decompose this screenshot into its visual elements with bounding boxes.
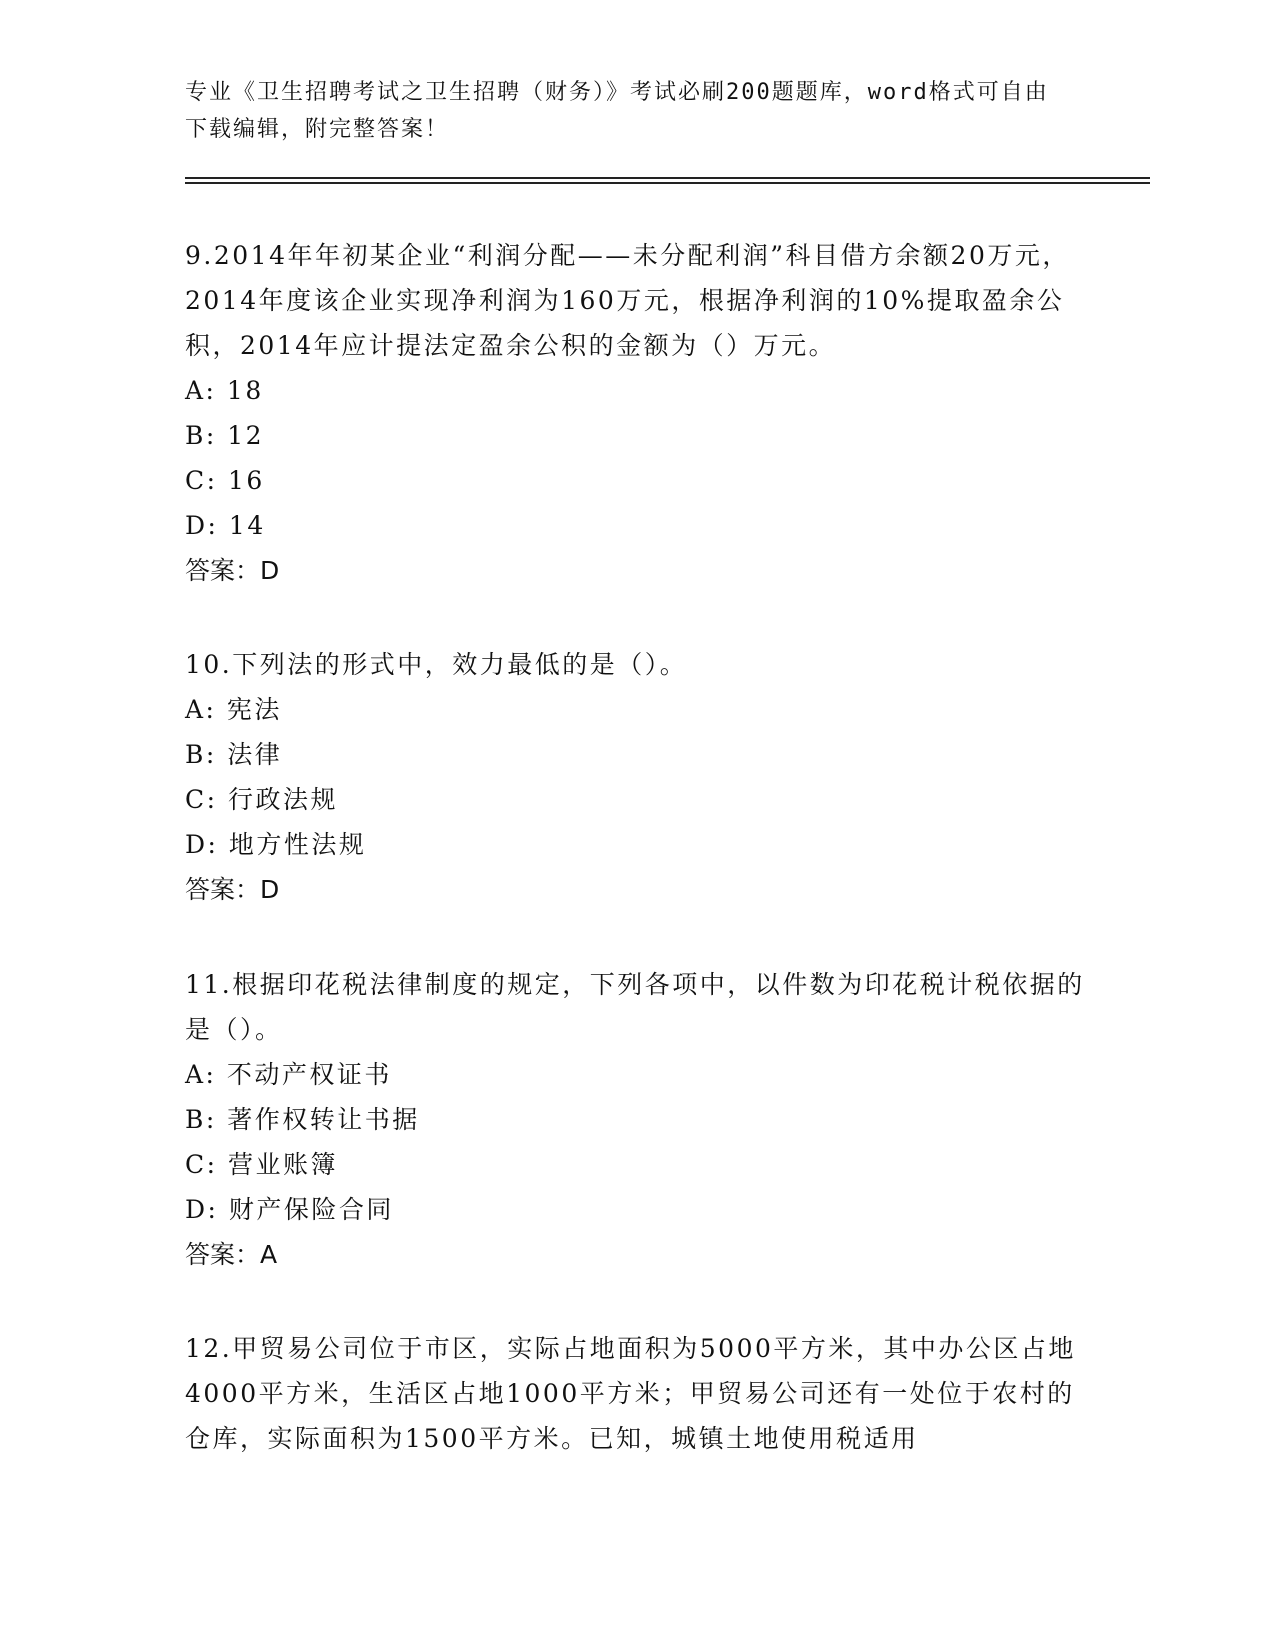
option-c: C: 16	[185, 466, 265, 495]
question-12	[185, 1326, 1085, 1461]
option-d: D: 14	[185, 511, 266, 540]
option-d: D: 财产保险合同	[185, 1195, 394, 1224]
answer: 答案：D	[185, 875, 280, 904]
header-divider-top	[185, 177, 1150, 179]
question-stem: 9.2014年年初某企业“利润分配——未分配利润”科目借方余额20万元，2014年度该企业实现净利润为160万元，根据净利润的10%提取盈余公积，2014年应计提法定盈余公积的金额为（）万元。	[185, 241, 1070, 360]
option-b: B: 12	[185, 421, 265, 450]
answer: 答案：D	[185, 556, 280, 585]
option-a: A: 不动产权证书	[185, 1060, 392, 1089]
question-9	[185, 233, 1085, 593]
option-a: A: 宪法	[185, 695, 282, 724]
option-a: A: 18	[185, 376, 264, 405]
question-stem: 10.下列法的形式中，效力最低的是（）。	[185, 650, 688, 679]
answer: 答案：A	[185, 1240, 278, 1269]
option-c: C: 营业账簿	[185, 1150, 338, 1179]
option-b: B: 著作权转让书据	[185, 1105, 420, 1134]
document-header: 专业《卫生招聘考试之卫生招聘（财务）》考试必刷200题题库，word格式可自由下载编辑，附完整答案！	[185, 80, 1049, 142]
question-11	[185, 962, 1085, 1277]
option-c: C: 行政法规	[185, 785, 338, 814]
question-10	[185, 642, 1085, 912]
question-stem: 12.甲贸易公司位于市区，实际占地面积为5000平方米，其中办公区占地4000平方米，生活区占地1000平方米；甲贸易公司还有一处位于农村的仓库，实际面积为1500平方米。已知，城镇土地使用税适用	[185, 1334, 1076, 1453]
question-stem: 11.根据印花税法律制度的规定，下列各项中，以件数为印花税计税依据的是（）。	[185, 970, 1085, 1044]
option-b: B: 法律	[185, 740, 283, 769]
option-d: D: 地方性法规	[185, 830, 367, 859]
header-divider-bottom	[185, 182, 1150, 184]
